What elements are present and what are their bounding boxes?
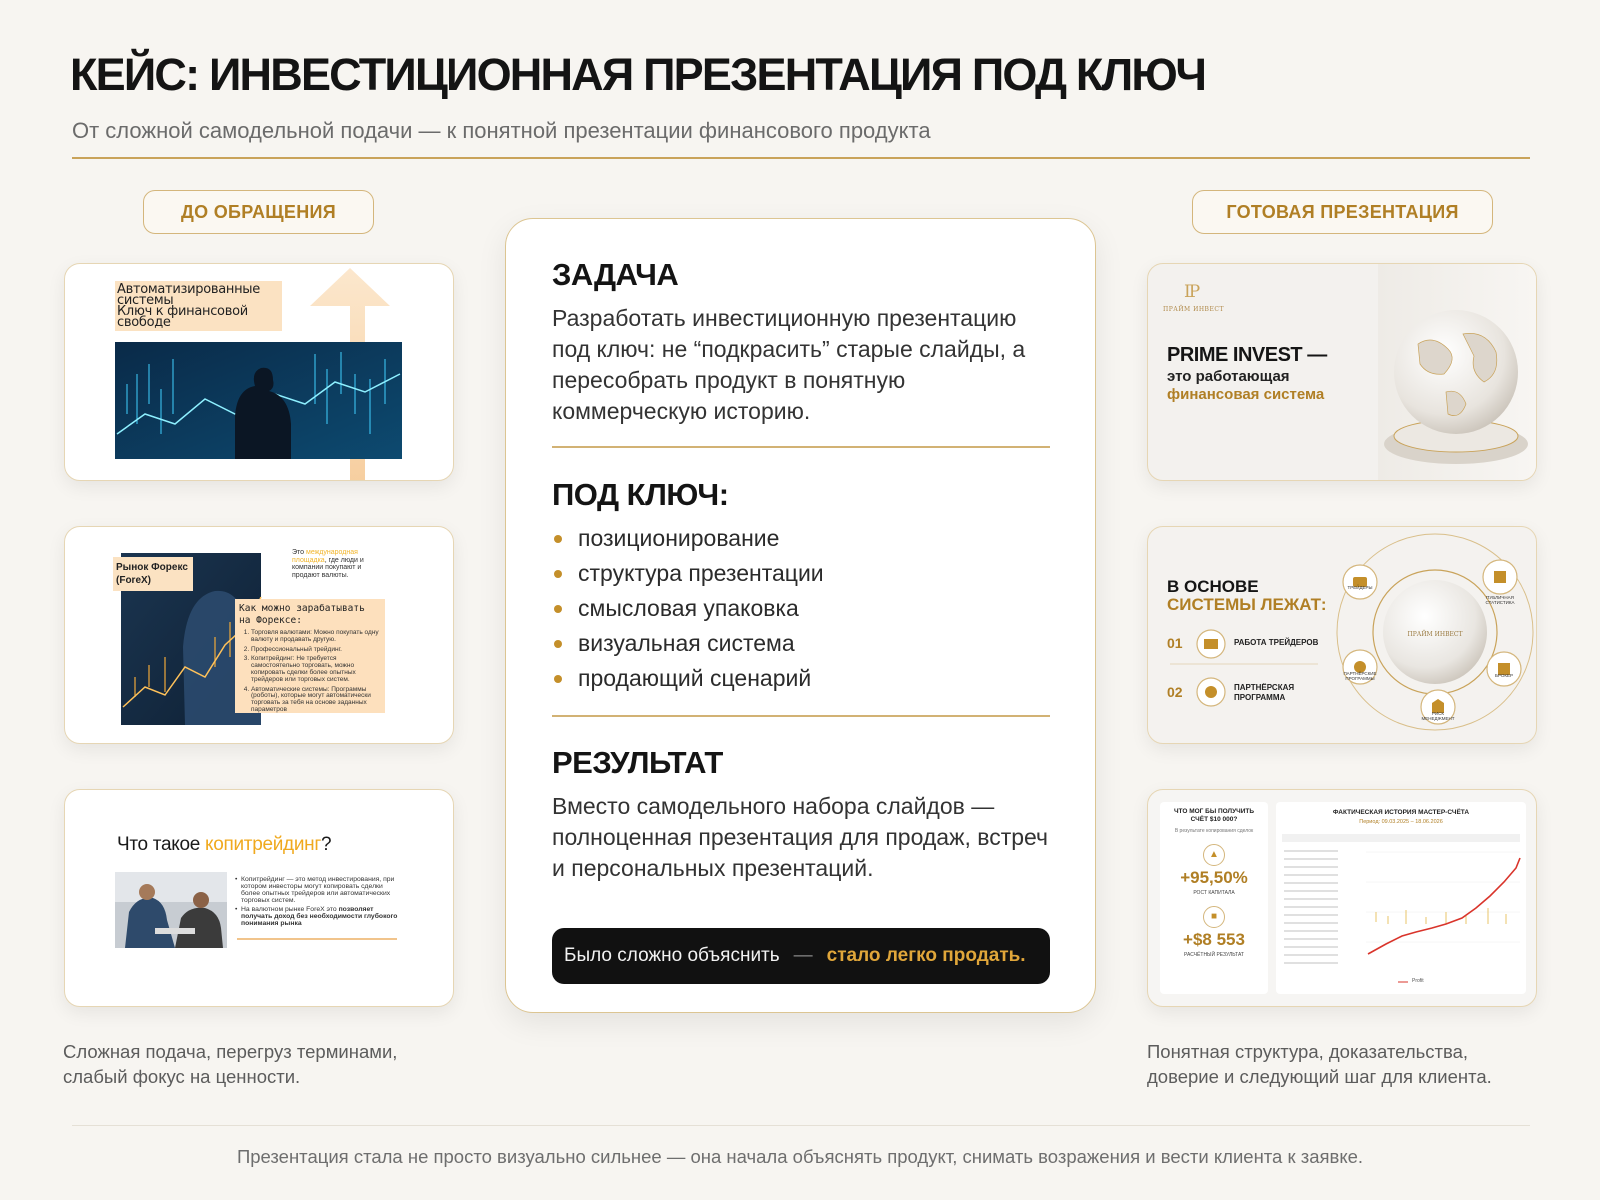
before-label: ДО ОБРАЩЕНИЯ: [143, 190, 374, 234]
office-photo: [115, 872, 227, 948]
chart-period: Период: 09.03.2025 – 18.06.2026: [1359, 819, 1443, 825]
basis-title-1: В ОСНОВЕ: [1167, 577, 1259, 596]
forex-intro-pre: Это: [292, 549, 306, 556]
results-panel: [1160, 802, 1268, 994]
case-summary-card: [505, 218, 1096, 1013]
task-text: Разработать инвестиционную презентацию под ключ: не “подкрасить” старые слайды, а пересобрать продукт в понятную коммерческую историю.: [552, 305, 1026, 424]
basis-title-2: СИСТЕМЫ ЛЕЖАТ:: [1167, 595, 1327, 614]
banner-after: стало легко продать.: [826, 945, 1026, 966]
capital-growth-value: +95,50%: [1180, 868, 1248, 887]
section-divider: [552, 715, 1050, 717]
bullet-dot-icon: [554, 640, 562, 648]
basis-item1-text: РАБОТА ТРЕЙДЕРОВ: [1234, 638, 1319, 647]
forex-tag-text: Рынок Форекс (ForeX): [116, 562, 188, 586]
estimated-result-value: +$8 553: [1183, 930, 1245, 949]
forex-tag: [113, 557, 193, 591]
headline-line-3: Ключ к финансовой: [117, 304, 248, 319]
results-question-sub: В результате копирования сделок: [1174, 828, 1254, 834]
copytrading-underline: [237, 938, 397, 940]
headline-line-4: свободе: [117, 315, 171, 330]
basis-item2-num: 02: [1167, 684, 1183, 700]
header-divider: [72, 157, 1530, 159]
turnkey-item: [552, 521, 824, 556]
after-label: ГОТОВАЯ ПРЕЗЕНТАЦИЯ: [1192, 190, 1493, 234]
forex-way-item: 4. Автоматические системы: Программы (роботы), которые могут автоматически торговать за тебя на основе заданных параметров: [251, 687, 381, 714]
orbit-label: БРОКЕР: [1495, 673, 1513, 678]
section-divider: [552, 446, 1050, 448]
after-slide-results: [1147, 789, 1537, 1007]
copytrading-title-highlight: копитрейдинг: [205, 834, 321, 855]
forex-intro: [292, 549, 380, 579]
copytrading-bullet: • Копитрейдинг — это метод инвестирования, при котором инвесторы могут копировать сделки более опытных трейдеров или автоматических торговых систем.: [235, 876, 395, 904]
copytrading-bullet-text: Копитрейдинг — это метод инвестирования, при котором инвесторы могут копировать сделки более опытных трейдеров или автоматических торговых систем.: [241, 876, 395, 904]
bullet-dot-icon: [554, 605, 562, 613]
page-title: КЕЙС: ИНВЕСТИЦИОННАЯ ПРЕЗЕНТАЦИЯ ПОД КЛЮЧ: [70, 49, 1206, 100]
after-slide-prime-invest: [1147, 263, 1537, 481]
before-slide-forex: [64, 526, 454, 744]
forex-ways-box: [235, 599, 385, 713]
turnkey-item-label: продающий сценарий: [578, 665, 812, 691]
before-slide-copytrading: [64, 789, 454, 1007]
copytrading-bullets: [235, 876, 400, 927]
basis-item1-num: 01: [1167, 635, 1183, 651]
account-history-chart: [1276, 832, 1526, 992]
turnkey-item: [552, 591, 824, 626]
prime-logo-icon: IP: [1184, 282, 1199, 302]
after-slide-system-basis: [1147, 526, 1537, 744]
before-caption: Сложная подача, перегруз терминами, слабый фокус на ценности.: [63, 1041, 398, 1087]
footer-text: Презентация стала не просто визуально сильнее — она начала объяснять продукт, снимать возражения и вести клиента к заявке.: [236, 1146, 1364, 1167]
turnkey-item-label: структура презентации: [578, 560, 824, 586]
before-slide-automated-systems: [64, 263, 454, 481]
chart-legend-profit: Profit: [1412, 978, 1424, 984]
turnkey-item-label: визуальная система: [578, 630, 795, 656]
copytrading-title-post: ?: [320, 834, 332, 855]
results-question: ЧТО МОГ БЫ ПОЛУЧИТЬ СЧЁТ $10 000?: [1173, 808, 1255, 823]
orbit-label: РИСК МЕНЕДЖМЕНТ: [1421, 711, 1455, 721]
copytrading-bullet: • На валютном рынке ForeX это позволяет получать доход без необходимости глубокого понимания рынка: [235, 906, 398, 927]
wallet-icon: ■: [1203, 906, 1225, 928]
bullet-dot-icon: [554, 675, 562, 683]
capital-growth-label: РОСТ КАПИТАЛА: [1193, 890, 1235, 896]
estimated-result-label: РАСЧЁТНЫЙ РЕЗУЛЬТАТ: [1184, 952, 1244, 958]
headline-line-2: системы: [117, 293, 174, 308]
copytrading-title-pre: Что такое: [117, 834, 205, 855]
copytrading-bullet2-pre: На валютном рынке ForeX это: [241, 906, 339, 913]
copytrading-title: [117, 834, 331, 856]
prime-logo-text: ПРАЙМ ИНВЕСТ: [1163, 306, 1224, 313]
basis-item2-text: ПАРТНЁРСКАЯ ПРОГРАММА: [1234, 683, 1295, 702]
turnkey-heading: ПОД КЛЮЧ:: [552, 477, 729, 512]
after-caption: Понятная структура, доказательства, доверие и следующий шаг для клиента.: [1147, 1041, 1492, 1087]
headline-box: [115, 281, 282, 331]
forex-intro-highlight: международная площадка: [292, 549, 358, 564]
turnkey-item-label: позиционирование: [578, 525, 780, 551]
forex-way-item: 3. Копитрейдинг: Не требуется самостоятельно торговать, можно копировать сделки более опытных трейдеров или торговых систем.: [251, 656, 381, 683]
account-history-panel: [1276, 802, 1526, 994]
forex-way-item: 2. Профессиональный трейдинг.: [251, 647, 381, 654]
forex-intro-post: , где люди и компании покупают и продают валюты.: [292, 556, 364, 579]
turnkey-item: [552, 626, 824, 661]
banner-dash: —: [793, 945, 813, 966]
forex-way-item: 1. Торговля валютами: Можно покупать одну валюту и продавать другую.: [251, 630, 381, 644]
page-subtitle: От сложной самодельной подачи — к понятной презентации финансового продукта: [72, 118, 931, 143]
orbit-label: ТРЕЙДЕРЫ: [1347, 585, 1373, 590]
bullet-dot-icon: [554, 570, 562, 578]
result-text: Вместо самодельного набора слайдов — полноценная презентация для продаж, встреч и персональных презентаций.: [552, 793, 1049, 881]
basis-center-text: ПРАЙМ ИНВЕСТ: [1407, 631, 1463, 638]
turnkey-list: [552, 521, 824, 696]
bullet-dot-icon: [554, 535, 562, 543]
prime-title: PRIME INVEST —: [1167, 344, 1327, 366]
turnkey-item: [552, 556, 824, 591]
task-heading: ЗАДАЧА: [552, 257, 679, 292]
growth-chart-icon: ▲: [1203, 844, 1225, 866]
footer-divider: [72, 1125, 1530, 1126]
chart-title: ФАКТИЧЕСКАЯ ИСТОРИЯ МАСТЕР-СЧЁТА: [1332, 809, 1470, 816]
turnkey-item-label: смысловая упаковка: [578, 595, 799, 621]
result-heading: РЕЗУЛЬТАТ: [552, 745, 723, 780]
forex-ways-list: [239, 630, 381, 714]
headline-line-1: Автоматизированные: [117, 282, 260, 297]
prime-line-3: финансовая система: [1167, 386, 1325, 403]
result-banner: [552, 928, 1050, 984]
copytrading-bullet2-bold: позволяет получать доход без необходимости глубокого понимания рынка: [241, 906, 398, 927]
banner-before: Было сложно объяснить: [564, 945, 780, 966]
orbit-label: ПУБЛИЧНАЯ СТАТИСТИКА: [1485, 595, 1515, 605]
orbit-diagram: [1148, 527, 1537, 744]
orbit-label: ПАРТНЁРСКИЕ ПРОГРАММЫ: [1343, 671, 1377, 681]
prime-line-2: это работающая: [1167, 368, 1290, 385]
turnkey-item: [552, 661, 824, 696]
forex-ways-title: Как можно зарабатывать на Форексе:: [239, 603, 365, 626]
